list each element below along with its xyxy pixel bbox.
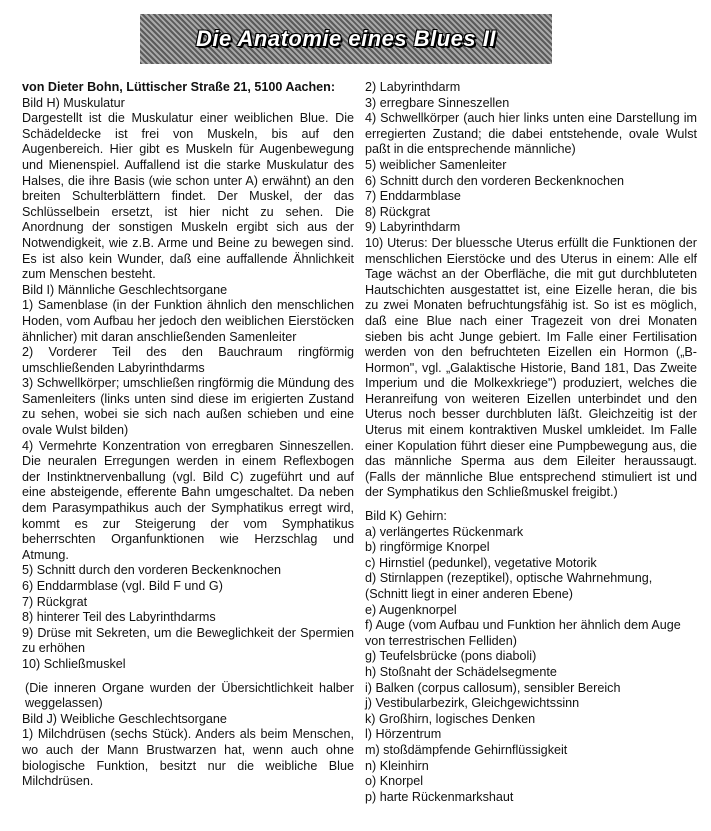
text-line: Dargestellt ist die Muskulatur einer weiblichen Blue. Die Schädeldecke ist frei von Muskeln, bis auf den Augenbereich. Hier gibt es Muskeln für Augenbewegung und Mienenspiel. Auffallend ist die starke Muskulatur des Halses, die ihre Basis (wie schon unter A) erwähnt) an den breiten Schulterblättern findet. Der Muskel, der das Schlüsselbein ersetzt, ist hier nicht zu sehen. Die Anordnung der sonstigen Muskeln ergibt sich aus der Notwendigkeit, wie z.B. Arme und Beine zu bewegen sind. Es ist also kein Wunder, daß eine auffallende Ähnlichkeit zum Menschen besteht.	[22, 111, 354, 282]
text-line: 9) Labyrinthdarm	[365, 220, 461, 235]
text-line: (Die inneren Organe wurden der Übersichtlichkeit halber weggelassen)	[25, 680, 354, 711]
text-line: l) Hörzentrum	[365, 727, 442, 742]
text-line: 1) Samenblase (in der Funktion ähnlich den menschlichen Hoden, vom Aufbau her jedoch den weiblichen Eierstöcken ähnlicher) mit daran anschließenden Samenleiter	[22, 298, 354, 344]
author-line: von Dieter Bohn, Lüttischer Straße 21, 5100 Aachen:	[22, 80, 336, 94]
text-line: j) Vestibularbezirk, Gleichgewichtssinn	[365, 696, 580, 711]
paragraph-gap	[365, 501, 697, 509]
text-line: Bild K) Gehirn:	[365, 509, 447, 524]
text-line: o) Knorpel	[365, 774, 424, 789]
text-line: 8) Rückgrat	[365, 204, 431, 219]
text-line: a) verlängertes Rückenmark	[365, 524, 524, 539]
paragraph-gap	[22, 673, 354, 681]
text-line: c) Hirnstiel (pedunkel), vegetative Motorik	[365, 555, 597, 570]
article-title: Die Anatomie eines Blues II	[196, 26, 496, 51]
text-line: 8) hinterer Teil des Labyrinthdarms	[22, 610, 216, 625]
text-line: 7) Enddarmblase	[365, 189, 461, 204]
text-line: 10) Uterus: Der bluessche Uterus erfüllt die Funktionen der menschlichen Eierstöcke und des Uterus in einem: Alle elf Tage wächst an der Oberfläche, die mit gut durchbluteten Hautschichten ausgestattet ist, eine Eizelle heran, die bis zu zwei Monaten befruchtungsfähig ist. So ist es möglich, daß eine Blue nach einer Tragezeit von drei Monaten sieben bis acht Junge gebiert. Im Falle einer Fertilisation werden von den befruchteten Eizellen ein Hormon („B-Hormon", vgl. „Galaktische Historie, Band 181, Das Zweite Imperium und die Molkexkriege") produziert, welches die Heranreifung von weiteren Eizellen unterbindet und den Uterus noch besser durchbluten läßt. Gleichzeitig ist der Uterus mit einem kontraktiven Muskel umkleidet. Im Falle einer Kopulation führt dieser eine Pumpbewegung aus, die das männliche Sperma aus dem Eileiter heraussaugt. (Falls der männliche Blue entsprechend stimuliert ist und der Symphatikus den Schließmuskel freigibt.)	[365, 235, 697, 500]
text-line: 5) Schnitt durch den vorderen Beckenknochen	[22, 563, 282, 578]
text-line: 2) Labyrinthdarm	[365, 80, 461, 94]
text-line: 2) Vorderer Teil des den Bauchraum ringförmig umschließenden Labyrinthdarms	[22, 345, 354, 375]
text-line: Bild I) Männliche Geschlechtsorgane	[22, 282, 228, 297]
text-line: 10) Schließmuskel	[22, 656, 126, 671]
text-line: 4) Vermehrte Konzentration von erregbaren Sinneszellen. Die neuralen Erregungen werden in einem Reflexbogen der Instinktnervenballung (vgl. Bild C) zugeführt und auf eine absteigende, efferente Bahn umgeschaltet. Da neben dem Parasympathikus auch der Symphatikus erregt wird, kommt es zur Steigerung der vom Symphatikus beherrschten Organfunktionen wie Herzschlag und Atmung.	[22, 438, 354, 562]
text-line: e) Augenknorpel	[365, 602, 457, 617]
text-line: 3) Schwellkörper; umschließen ringförmig die Mündung des Samenleiters (links unten sind diese im erigierten Zustand zu sehen, wobei sie sich nach außen schieben und eine ovale Wulst bilden)	[22, 376, 354, 438]
text-line: 5) weiblicher Samenleiter	[365, 157, 507, 172]
text-line: Bild H) Muskulatur	[22, 95, 125, 110]
text-line: g) Teufelsbrücke (pons diaboli)	[365, 649, 537, 664]
title-banner	[140, 14, 552, 64]
text-line: n) Kleinhirn	[365, 758, 429, 773]
text-line: 7) Rückgrat	[22, 594, 88, 609]
text-line: 3) erregbare Sinneszellen	[365, 95, 510, 110]
text-line: b) ringförmige Knorpel	[365, 540, 490, 555]
text-line: 6) Enddarmblase (vgl. Bild F und G)	[22, 579, 223, 593]
text-line: 4) Schwellkörper (auch hier links unten eine Darstellung im erregierten Zustand; die dabei entstehende, ovale Wulst paßt in die entsprechende männliche)	[365, 111, 697, 157]
text-line: h) Stoßnaht der Schädelsegmente	[365, 664, 557, 679]
text-line: 9) Drüse mit Sekreten, um die Beweglichkeit der Spermien zu erhöhen	[22, 625, 354, 656]
text-line: p) harte Rückenmarkshaut	[365, 789, 514, 804]
text-line: Bild J) Weibliche Geschlechtsorgane	[22, 711, 227, 726]
text-line: d) Stirnlappen (rezeptikel), optische Wahrnehmung, (Schnitt liegt in einer anderen Ebene)	[365, 571, 653, 601]
text-line: 6) Schnitt durch den vorderen Beckenknochen	[365, 173, 625, 188]
text-line: m) stoßdämpfende Gehirnflüssigkeit	[365, 742, 568, 757]
text-line: k) Großhirn, logisches Denken	[365, 711, 536, 726]
right-column	[365, 80, 697, 805]
left-column	[22, 80, 354, 790]
text-line: 1) Milchdrüsen (sechs Stück). Anders als beim Menschen, wo auch der Mann Brustwarzen hat, wenn auch ohne biologische Funktion, besitzt nur die weibliche Blue Milchdrüsen.	[22, 727, 354, 789]
text-line: f) Auge (vom Aufbau und Funktion her ähnlich dem Auge von terrestrischen Felliden)	[365, 618, 681, 648]
text-line: i) Balken (corpus callosum), sensibler Bereich	[365, 680, 621, 695]
